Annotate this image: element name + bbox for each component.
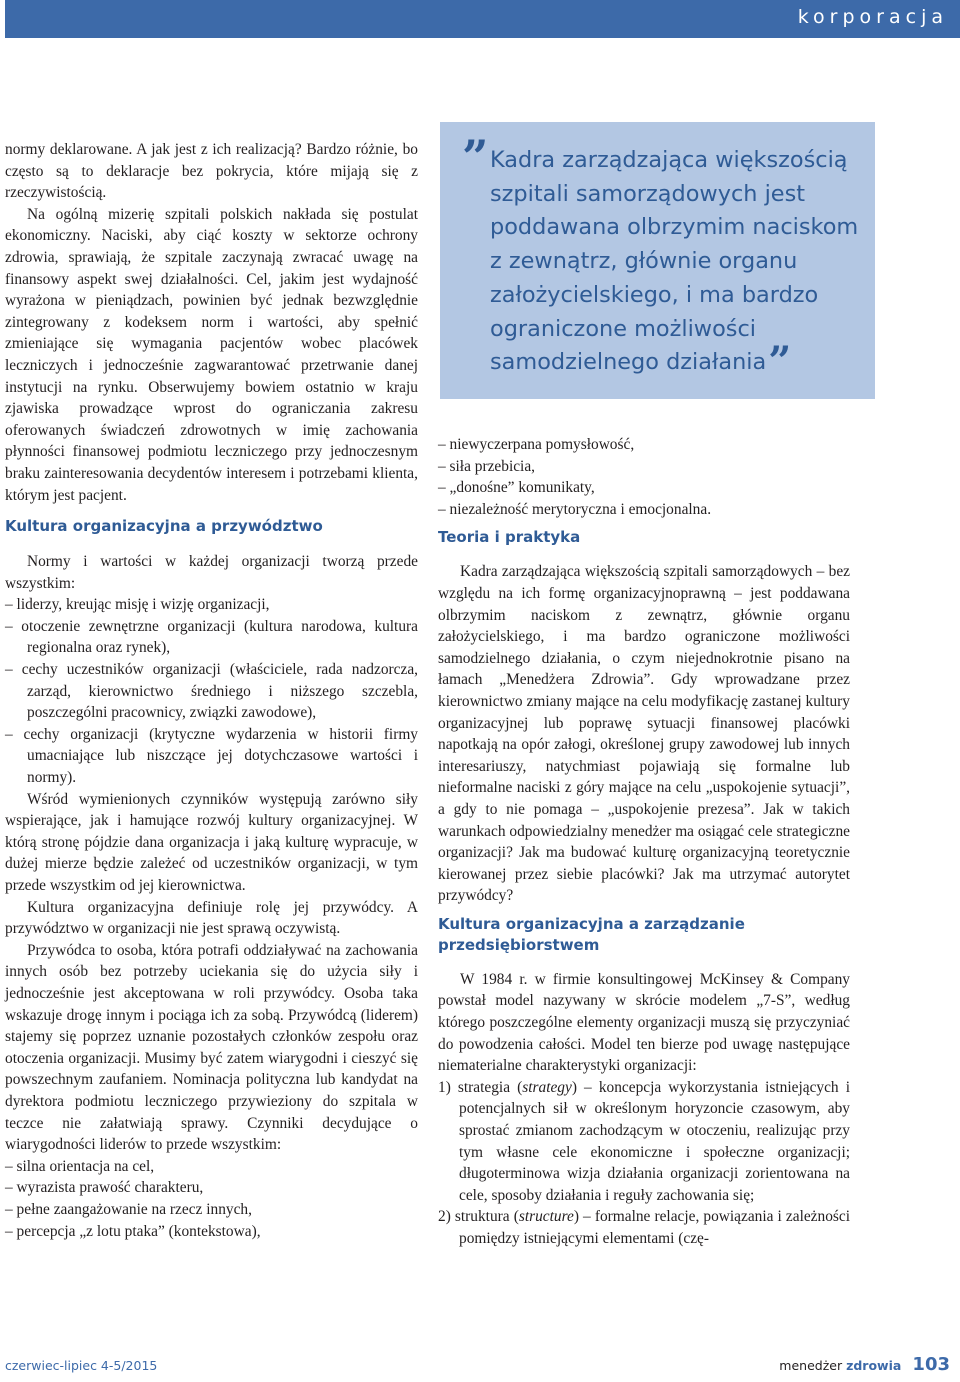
list-item: – wyrazista prawość charakteru,: [5, 1179, 204, 1197]
section-heading: Teoria i praktyka: [438, 528, 581, 547]
bullet-list: [5, 594, 418, 788]
magazine-name-plain: menedżer: [779, 1358, 847, 1373]
section-heading: Kultura organizacyjna a zarządzanie przedsiębiorstwem: [438, 914, 745, 954]
list-item-text: ) – formalne relacje, powiązania i zależności pomiędzy istniejącymi elementami (czę-: [459, 1208, 850, 1247]
list-item: – liderzy, kreując misję i wizję organizacji,: [5, 596, 270, 614]
paragraph: Przywódca to osoba, która potrafi oddziaływać na zachowania innych osób bez potrzeby uciekania się do użycia siły i jednocześnie jest akceptowana w roli przywódcy. Osoba taka wskazuje drogę innym i pociąga ich za sobą. Przywódcą (liderem) stajemy się poprzez uznanie pozostałych członków zespołu oraz otoczenia organizacji. Musimy być zatem wiarygodni i cieszyć się powszechnym zaufaniem. Nominacja polityczna lub kandydat na dyrektora podmiotu leczniczego przywieziony do szpitala w teczce nie załatwiają sprawy. Czynniki decydujące o wiarygodności liderów to przede wszystkim:: [5, 941, 418, 1154]
list-item: – silna orientacja na cel,: [5, 1157, 155, 1175]
section-header-bar: [5, 0, 960, 38]
close-quote-icon: ”: [768, 338, 792, 386]
page-number: 103: [912, 1354, 950, 1375]
magazine-name: [779, 1358, 901, 1373]
pull-quote-box: [440, 122, 875, 399]
paragraph: Wśród wymienionych czynników występują zarówno siły wspierające, jak i hamujące rozwój kultury organizacyjnej. W którą stronę pójdzie dana organizacja i jaką kulturę wypracuje, w dużej mierze będzie zależeć od uczestników organizacji, w tym przede wszystkim od jej kierownictwa.: [5, 790, 418, 894]
list-item: – cechy organizacji (krytyczne wydarzenia w historii firmy umacniające lub niszczące jej dotychczasowe wartości i normy).: [5, 725, 418, 787]
list-item: – otoczenie zewnętrzne organizacji (kultura narodowa, kultura regionalna oraz rynek),: [5, 617, 418, 657]
paragraph: Normy i wartości w każdej organizacji tworzą przede wszystkim:: [5, 553, 418, 592]
list-item: – pełne zaangażowanie na rzecz innych,: [5, 1200, 252, 1218]
pull-quote: [490, 144, 860, 386]
list-item: – cechy uczestników organizacji (właściciele, rada nadzorcza, zarząd, kierownictwo średniego i niższego szczebla, poszczególni pracownicy, związki zawodowe),: [5, 661, 418, 722]
open-quote-icon: ”: [462, 130, 489, 184]
numbered-list: [438, 1077, 850, 1250]
section-heading: Kultura organizacyjna a przywództwo: [5, 517, 323, 536]
list-item: [438, 1206, 850, 1249]
list-item: – niewyczerpana pomysłowość,: [438, 436, 635, 453]
bullet-list: [438, 434, 850, 520]
page-footer: [779, 1354, 950, 1375]
list-item-lead: 1) strategia (: [438, 1078, 523, 1096]
list-item: – niezależność merytoryczna i emocjonalna.: [438, 500, 712, 518]
list-item-term: structure: [518, 1208, 574, 1226]
magazine-name-bold: zdrowia: [846, 1358, 902, 1373]
list-item: [438, 1077, 850, 1207]
left-column: [5, 139, 418, 1242]
pull-quote-text: Kadra zarządzająca większością szpitali samorządowych jest poddawana olbrzymim naciskom z zewnątrz, głównie organu założycielskiego, i ma bardzo ograniczone możliwości samodzielnego działania: [490, 147, 859, 376]
section-title: korporacja: [797, 6, 948, 28]
list-item-lead: 2) struktura (: [438, 1208, 519, 1226]
list-item: – siła przebicia,: [438, 457, 536, 475]
list-item: – percepcja „z lotu ptaka” (kontekstowa),: [5, 1222, 261, 1240]
paragraph: Kultura organizacyjna definiuje rolę jej przywódcy. A przywództwo w organizacji nie jest sprawą oczywistą.: [5, 898, 418, 938]
issue-label: czerwiec-lipiec 4-5/2015: [5, 1358, 158, 1373]
list-item: – „donośne” komunikaty,: [438, 479, 595, 497]
bullet-list: [5, 1156, 418, 1242]
paragraph: normy deklarowane. A jak jest z ich realizacją? Bardzo różnie, bo często są to deklaracje bez pokrycia, które mijają się z rzeczywistością.: [5, 141, 418, 202]
list-item-text: ) – koncepcja wykorzystania istniejących i potencjalnych sił w określonym horyzoncie czasowym, aby sprostać zmianom zachodzącym w otoczeniu, realizując przy tym własne cele ekonomiczne i społeczne organizacji; długoterminowa wizja działania organizacji zorientowana na cele, sposoby działania i reguły zachowania się;: [459, 1078, 850, 1204]
paragraph: Kadra zarządzająca większością szpitali samorządowych – bez względu na ich formę organizacyjnoprawną – jest poddawana olbrzymim naciskom z zewnątrz, głównie organu założycielskiego, i ma bardzo ograniczone możliwości samodzielnego działania, o czym niejednokrotnie pisano na łamach „Menedżera Zdrowia”. Gdy wprowadzane przez kierownictwo zmiany mające na celu modyfikację zastanej kultury organizacyjnej lub poprawę sytuacji finansowej placówki napotkają na opór załogi, określonej grupy zawodowej lub innych interesariuszy, natychmiast pojawiają się formalne lub nieformalne naciski z góry mające na celu „uspokojenie sytuacji”, a gdy to nie pomaga – „uspokojenie prezesa”. Jak w takich warunkach odpowiedzialny menedżer ma osiągać cele strategiczne organizacji? Jak ma budować kulturę organizacyjną teoretycznie kierowanej przez siebie placówki? Jak ma utrzymać autorytet przywódcy?: [438, 563, 850, 905]
list-item-term: strategy: [522, 1078, 572, 1096]
right-column: [438, 434, 850, 1250]
paragraph: Na ogólną mizerię szpitali polskich nakłada się postulat ekonomiczny. Naciski, aby ciąć koszty w sektorze ochrony zdrowia, sprawiają, że szpitale zaczynają zwracać uwagę na finansowy aspekt swej działalności. Cel, jakim jest wydajność wyrażona w pieniądzach, powinien być jednak bezwzględnie zintegrowany z kodeksem norm i wartości, aby spełnić zmieniające się wymagania pacjentów wobec placówek leczniczych i jednocześnie zagwarantować przetrwanie danej instytucji na rynku. Obserwujemy bowiem ostatnio w kraju zjawiska prowadzące wprost do ograniczania zakresu oferowanych świadczeń zdrowotnych w imię zachowania płynności finansowej podmiotu leczniczego przy jednoczesnym braku zainteresowania decydentów interesem i potrzebami klienta, którym jest pacjent.: [5, 205, 418, 504]
paragraph: W 1984 r. w firmie konsultingowej McKinsey & Company powstał model nazywany w skrócie modelem „7-S”, według którego poszczególne elementy organizacji muszą się przyczyniać do powodzenia całości. Model ten bierze pod uwagę następujące niematerialne charakterystyki organizacji:: [438, 970, 850, 1075]
